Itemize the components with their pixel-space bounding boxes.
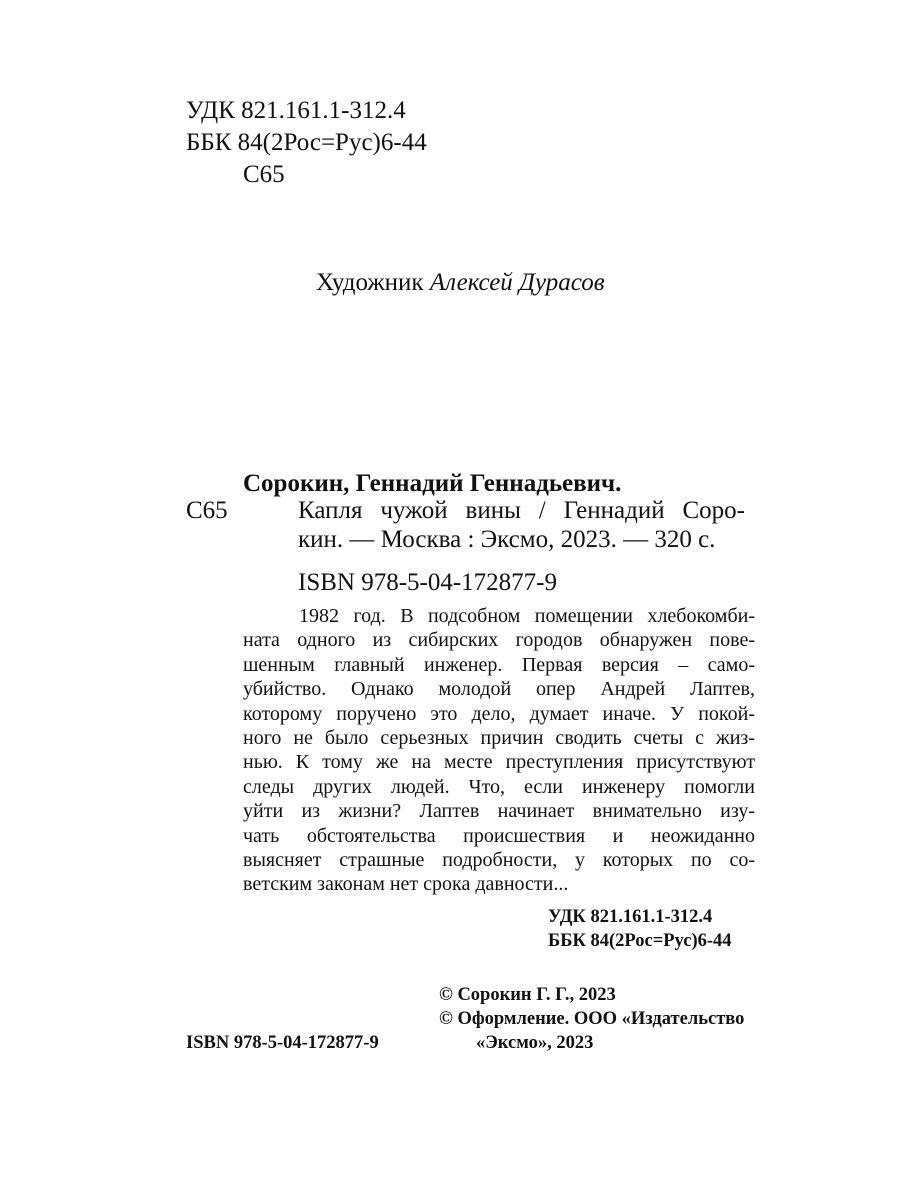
annotation-line: уйти из жизни? Лаптев начинает внимательно изу- bbox=[243, 800, 755, 823]
annotation bbox=[243, 604, 755, 897]
copyright-author: © Сорокин Г. Г., 2023 bbox=[439, 985, 616, 1005]
artist-credit bbox=[316, 268, 605, 298]
annotation-line: которому поручено это дело, думает иначе. У покой- bbox=[243, 702, 755, 725]
record-isbn: ISBN 978-5-04-172877-9 bbox=[298, 569, 558, 596]
udk-code: УДК 821.161.1-312.4 bbox=[186, 97, 406, 124]
annotation-line: ната одного из сибирских городов обнаружен пове- bbox=[243, 629, 755, 652]
annotation-line: 1982 год. В подсобном помещении хлебокомби- bbox=[299, 605, 755, 627]
bbk-code: ББК 84(2Рос=Рус)6-44 bbox=[186, 129, 427, 156]
udk-code-bottom: УДК 821.161.1-312.4 bbox=[548, 907, 713, 927]
annotation-line: следы других людей. Что, если инженеру помогли bbox=[243, 775, 755, 798]
isbn-bottom: ISBN 978-5-04-172877-9 bbox=[186, 1033, 379, 1053]
author-mark: С65 bbox=[243, 161, 285, 188]
artist-label: Художник bbox=[316, 269, 424, 296]
bbk-code-bottom: ББК 84(2Рос=Рус)6-44 bbox=[548, 931, 732, 951]
artist-name: Алексей Дурасов bbox=[429, 269, 605, 296]
record-author-mark: С65 bbox=[186, 497, 228, 524]
annotation-line: нью. К тому же на месте преступления присутствуют bbox=[243, 751, 755, 774]
record-title-line-2: кин. — Москва : Эксмо, 2023. — 320 с. bbox=[298, 526, 716, 553]
copyright-publisher: «Эксмо», 2023 bbox=[476, 1033, 594, 1053]
annotation-line: ного не было серьезных причин сводить счеты с жиз- bbox=[243, 727, 755, 750]
record-author: Сорокин, Геннадий Геннадьевич. bbox=[243, 470, 622, 497]
annotation-line: ветским законам нет срока давности... bbox=[243, 873, 569, 896]
annotation-line: чать обстоятельства происшествия и неожиданно bbox=[243, 824, 755, 847]
annotation-line: убийство. Однако молодой опер Андрей Лаптев, bbox=[243, 678, 755, 701]
record-title-line-1: Капля чужой вины / Геннадий Соро- bbox=[298, 497, 745, 524]
annotation-line: выясняет страшные подробности, у которых по со- bbox=[243, 849, 755, 872]
annotation-line: шенным главный инженер. Первая версия – само- bbox=[243, 653, 755, 676]
copyright-design: © Оформление. ООО «Издательство bbox=[439, 1009, 745, 1029]
